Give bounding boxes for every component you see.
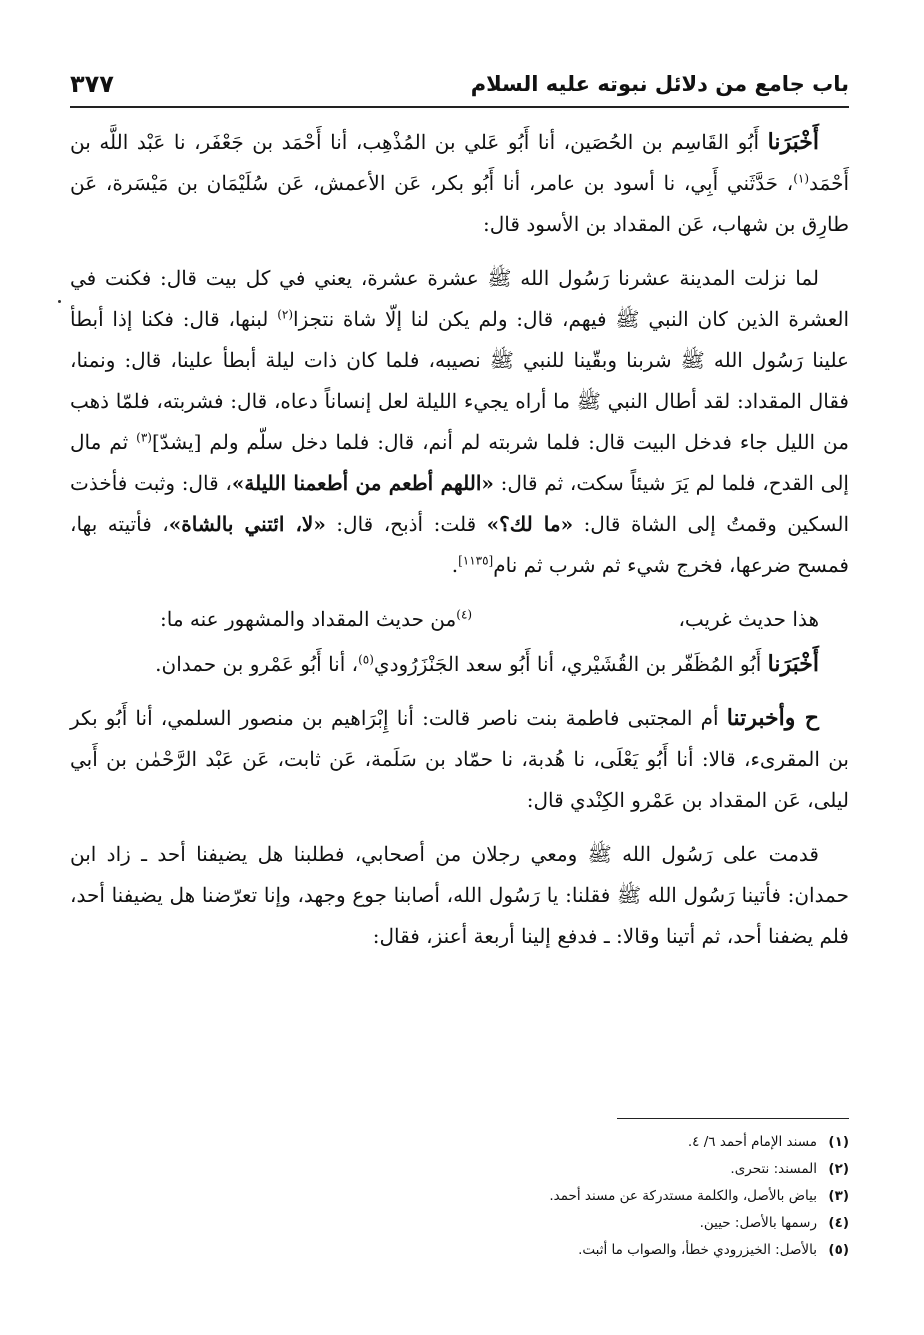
prophet-quote-2: «ما لك؟» [486,512,574,536]
footnote-2 [617,1156,849,1183]
text-run: لبنها، قال: فكنا إذا أبطأ علينا رَسُول الله ﷺ شربنا وبقّينا للنبي ﷺ نصيبه، فلما كان ذات ليلة أبطأ علينا، قال: ونمنا، فقال المقداد: لقد أطال النبي ﷺ ما أراه يجيء الليلة لعل إنساناً دعاه، قال: فشربته، فلمّا ذهب من الليل جاء فدخل البيت قال: فلما شربته لم أنم، قال: فلما دخل سلّم ولم [يشدّ] [70,307,849,454]
footnote-text: المسند: نتحرى. [730,1161,817,1177]
footnote-number: (١) [828,1134,849,1150]
hadith-number: [١١٣٥] [458,553,494,568]
lead-word: أَخْبَرَنا [767,651,819,677]
text-run: قدمت على رَسُول الله ﷺ ومعي رجلان من أصحابي، فطلبنا هل يضيفنا أحد ـ زاد ابن حمدان: فأتينا رَسُول الله ﷺ فقلنا: يا رَسُول الله، أصابنا جوع وجهد، وإنا تعرّضنا هل يضيفنا أحد، فلم يضفنا أحد، ثم أتينا وقالا: ـ فدفع إلينا أربعة أعنز، فقال: [70,842,849,948]
footnote-number: (٥) [828,1242,849,1258]
footnote-text: رسمها بالأصل: حيين. [699,1215,817,1231]
remark-part-b-wrap [160,599,472,640]
footnote-text: مسند الإمام أحمد ٦/ ٤. [687,1134,817,1150]
paragraph-hadith-2 [70,834,849,957]
lead-word: ح وأخبرتنا [726,705,819,731]
gharib-remark [70,599,849,640]
footnote-1 [617,1129,849,1156]
remark-part-a: هذا حديث غريب، [678,607,819,631]
prophet-quote-3: «لا، ائتني بالشاة» [168,512,326,536]
footnote-ref-5: (٥) [358,652,374,667]
footnote-ref-3: (٣) [136,430,152,445]
footnote-ref-4: (٤) [456,607,473,622]
footnote-5 [578,1237,849,1264]
text-run: ، فأتيته بها، فمسح ضرعها، فخرج شيء ثم شرب ثم نام [70,512,849,577]
running-header [70,62,849,108]
text-run: قلت: أذبح، قال: [325,512,487,536]
page-number: ٣٧٧ [70,70,114,98]
footnote-text: بياض بالأصل، والكلمة مستدركة عن مسند أحمد. [549,1188,817,1204]
chapter-title: باب جامع من دلائل نبوته عليه السلام [470,72,849,96]
paragraph-isnad-3 [70,698,849,821]
text-run: ثم مال إلى القدح، فلما لم يَرَ شيئاً سكت، ثم قال: [70,430,849,495]
text-run: ، قال: وثبت فأخذت السكين وقمتُ إلى الشاة قال: [70,471,850,536]
footnote-4 [617,1210,849,1237]
text-run: ، أنا أَبُو عَمْرو بن حمدان. [155,652,359,676]
footnote-ref-2: (٢) [277,307,294,322]
text-run: لما نزلت المدينة عشرنا رَسُول الله ﷺ عشرة عشرة، يعني في كل بيت قال: فكنت في العشرة الذين كان النبي ﷺ فيهم، قال: ولم يكن لنا إلّا شاة نتجزا [70,266,849,331]
main-text [70,122,849,970]
lead-word: أَخْبَرَنا [767,129,819,155]
paragraph-isnad-2 [70,644,849,685]
footnote-number: (٤) [828,1215,849,1231]
text-run: أم المجتبى فاطمة بنت ناصر قالت: أنا إِبْرَاهيم بن منصور السلمي، أنا أَبُو بكر بن المقرىء، قالا: أنا أَبُو يَعْلَى، نا هُدبة، نا حمّاد بن سَلَمة، عَن ثابت، عَن عَبْد الرَّحْمٰن بن أَبي ليلى، عَن المقداد بن عَمْرو الكِنْدي قال: [70,706,849,812]
footnote-number: (٢) [828,1161,849,1177]
paragraph-isnad-1 [70,122,849,245]
paragraph-hadith-1 [70,258,849,586]
footnote-number: (٣) [828,1188,849,1204]
remark-part-b: من حديث المقداد والمشهور عنه ما: [160,607,457,631]
footnotes [549,1118,849,1264]
text-run: . [451,553,459,577]
footnote-ref-1: (١) [793,171,810,186]
text-run: أَبُو القَاسِم بن الحُصَين، أنا أَبُو عَلي بن المُذْهِب، أنا أَحْمَد بن جَعْفَر، نا عَبْد اللَّه بن أَحْمَد [70,130,849,195]
margin-dot [58,300,61,303]
footnote-3 [549,1183,849,1210]
text-run: أَبُو المُظَفّر بن القُشَيْري، أنا أَبُو سعد الجَنْزَرُودي [373,652,768,676]
footnote-text: بالأصل: الخيزرودي خطأ، والصواب ما أثبت. [578,1242,817,1258]
text-run: ، حَدَّثَني أَبِي، نا أسود بن عامر، أنا أَبُو بكر، عَن الأعمش، عَن سُلَيْمَان بن مَيْسَرة، عَن طارِق بن شهاب، عَن المقداد بن الأسود قال: [70,171,849,236]
prophet-quote-1: «اللهم أطعم من أطعمنا الليلة» [231,471,494,495]
